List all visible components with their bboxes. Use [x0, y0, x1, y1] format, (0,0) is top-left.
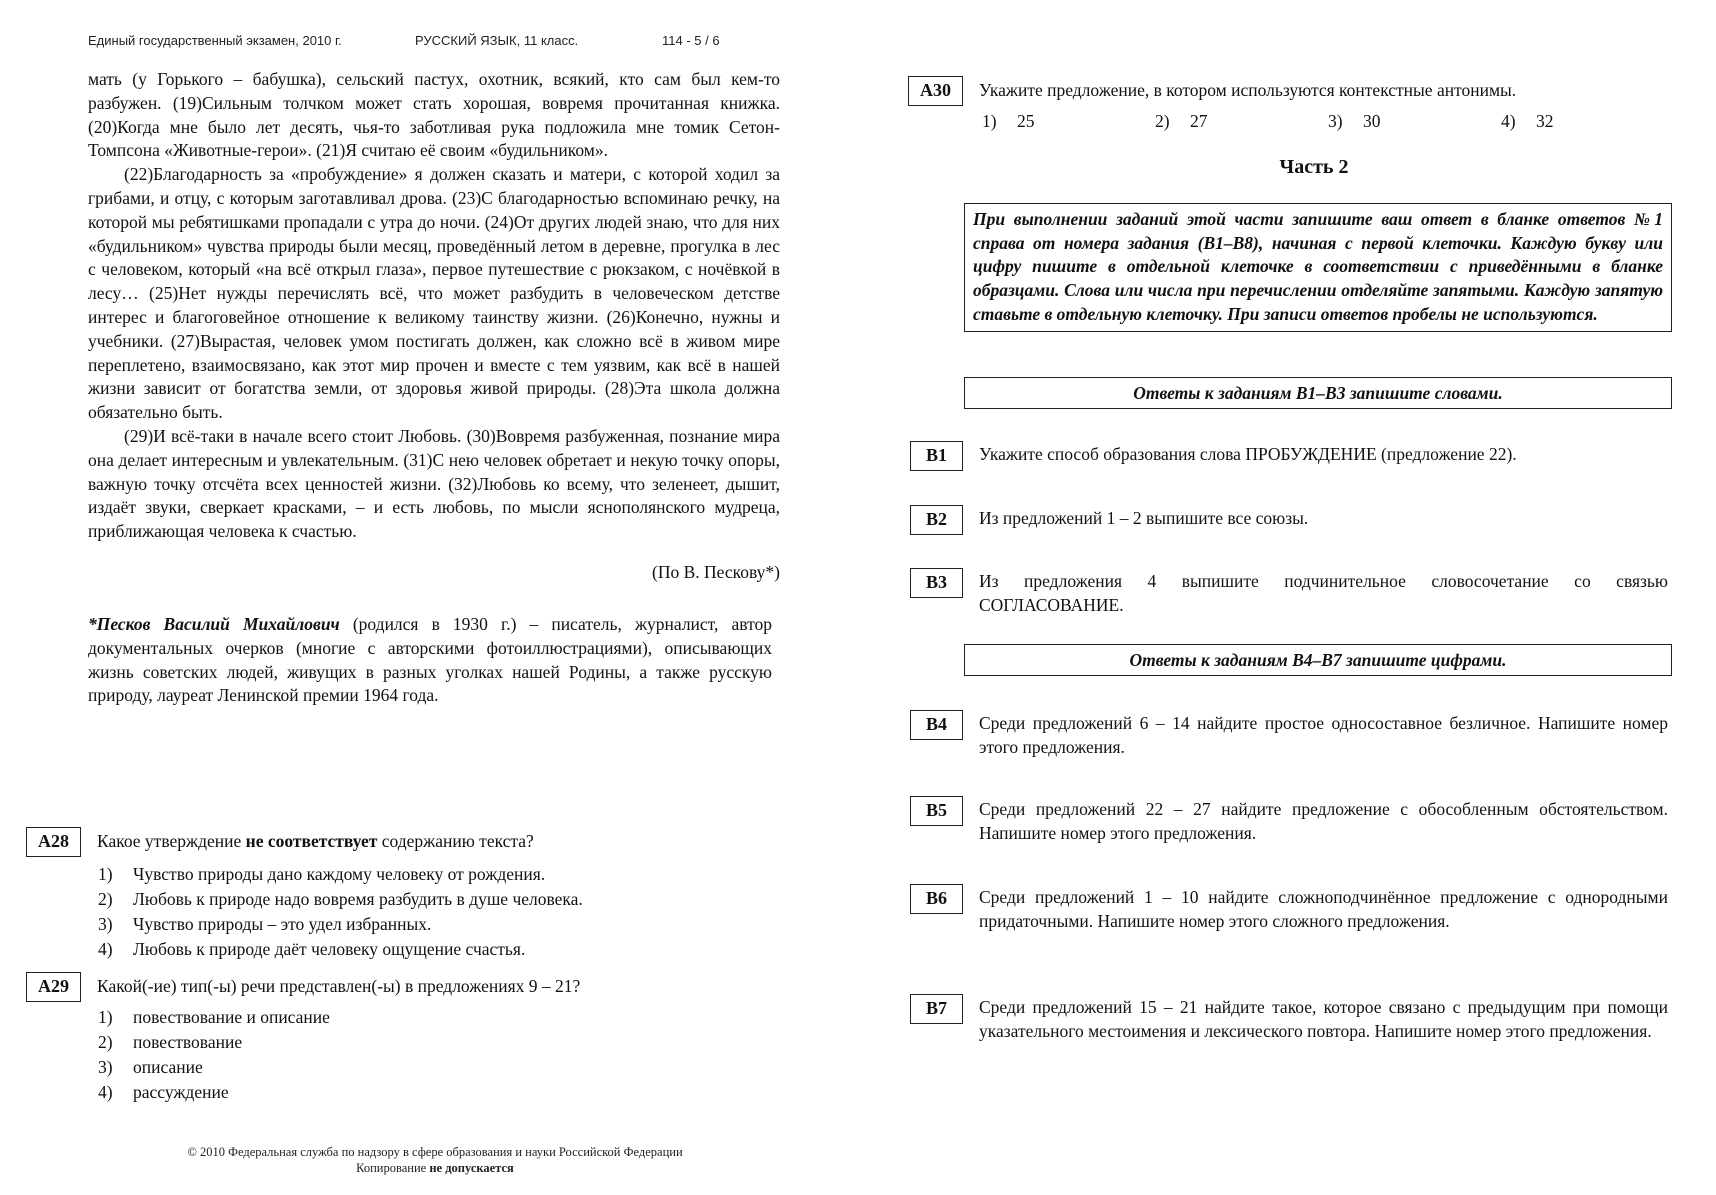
page-header	[88, 33, 720, 48]
author-footnote	[88, 613, 772, 708]
a29-option-1[interactable]: 1) повествование и описание	[98, 1007, 330, 1027]
b3-text: Из предложения 4 выпишите подчинительное словосочетание со связью СОГЛАСОВАНИЕ.	[979, 571, 1668, 615]
a28-option-4[interactable]: 4) Любовь к природе даёт человеку ощущение счастья.	[98, 939, 526, 959]
a28-option-1[interactable]: 1) Чувство природы дано каждому человеку от рождения.	[98, 864, 546, 884]
a28-option-3[interactable]: 3) Чувство природы – это удел избранных.	[98, 914, 432, 934]
a29-option-3[interactable]: 3) описание	[98, 1057, 203, 1077]
text-paragraph-3: (29)И всё-таки в начале всего стоит Любовь. (30)Вовремя разбуженная, познание мира она делает интересным и увлекательным. (31)С нею человек обретает и некую точку опоры, важную точку отсчёта всех ценностей жизни. (32)Любовь ко всему, что зеленеет, дышит, издаёт звуки, сверкает красками, – и есть любовь, по мысли яснополянского мудреца, приближающая человека к счастью.	[88, 425, 780, 542]
task-label-a28: A28	[26, 827, 81, 857]
a30-option-1[interactable]: 1) 25	[982, 111, 1035, 131]
a29-option-4[interactable]: 4) рассуждение	[98, 1082, 229, 1102]
author-attribution: (По В. Пескову*)	[652, 561, 780, 582]
task-label-b1: B1	[910, 441, 963, 471]
b1-b3-instruction: Ответы к заданиям В1–В3 запишите словами.	[964, 377, 1672, 409]
footnote-text: (родился в 1930 г.) – писатель, журналист, автор документальных очерков (многие с авторскими фотоиллюстрациями), описывающих жизнь советских людей, живущих в разных уголках нашей Родины, а также русскую природу, лауреат Ленинской премии 1964 года.	[88, 613, 772, 706]
page-footer	[120, 1144, 750, 1176]
task-label-b4: B4	[910, 710, 963, 740]
task-label-b7: B7	[910, 994, 963, 1024]
a28-option-2[interactable]: 2) Любовь к природе надо вовремя разбудить в душе человека.	[98, 889, 583, 909]
a28-question-emphasis: не соответствует	[245, 831, 378, 851]
a28-options	[98, 862, 738, 962]
task-label-b5: B5	[910, 796, 963, 826]
task-label-b3: B3	[910, 568, 963, 598]
copy-notice: Копирование не допускается	[356, 1161, 514, 1175]
a30-question: Укажите предложение, в котором используются контекстные антонимы.	[979, 80, 1517, 100]
page-number: 114 - 5 / 6	[662, 33, 720, 48]
text-paragraph-1: мать (у Горького – бабушка), сельский пастух, охотник, всякий, кто сам был кем-то разбужен. (19)Сильным толчком может стать хорошая, вовремя прочитанная книжка. (20)Когда мне было лет десять, чья-то заботливая рука подложила мне томик Сетон-Томпсона «Животные-герои». (21)Я считаю её своим «будильником».	[88, 69, 780, 161]
b5-text: Среди предложений 22 – 27 найдите предложение с обособленным обстоятельством. Напишите номер этого предложения.	[979, 799, 1668, 843]
a29-question: Какой(-ие) тип(-ы) речи представлен(-ы) в предложениях 9 – 21?	[97, 976, 581, 996]
task-label-a29: A29	[26, 972, 81, 1002]
a29-options	[98, 1005, 738, 1105]
part-2-instructions: При выполнении заданий этой части запишите ваш ответ в бланке ответов №1 справа от номера задания (В1–В8), начиная с первой клеточки. Каждую букву или цифру пишите в отдельной клеточке в соответствии с приведёнными в бланке образцами. Слова или числа при перечислении отделяйте запятыми. Каждую запятую ставьте в отдельную клеточку. При записи ответов пробелы не используются.	[964, 203, 1672, 332]
footnote-author-name: *Песков Василий Михайлович	[88, 613, 340, 634]
left-column	[88, 68, 780, 708]
b2-text: Из предложений 1 – 2 выпишите все союзы.	[979, 508, 1309, 528]
copyright-line: © 2010 Федеральная служба по надзору в сфере образования и науки Российской Федерации	[187, 1145, 683, 1159]
a30-option-2[interactable]: 2) 27	[1155, 111, 1208, 131]
b6-text: Среди предложений 1 – 10 найдите сложноподчинённое предложение с однородными придаточными. Напишите номер этого сложного предложения.	[979, 887, 1668, 931]
a29-option-2[interactable]: 2) повествование	[98, 1032, 243, 1052]
task-label-b6: B6	[910, 884, 963, 914]
exam-title: Единый государственный экзамен, 2010 г.	[88, 33, 342, 48]
b7-text: Среди предложений 15 – 21 найдите такое, которое связано с предыдущим при помощи указательного местоимения и лексического повтора. Напишите номер этого предложения.	[979, 997, 1668, 1041]
task-label-b2: B2	[910, 505, 963, 535]
a30-option-4[interactable]: 4) 32	[1501, 111, 1554, 131]
task-label-a30: A30	[908, 76, 963, 106]
b4-text: Среди предложений 6 – 14 найдите простое односоставное безличное. Напишите номер этого предложения.	[979, 713, 1668, 757]
part-2-title: Часть 2	[1279, 156, 1349, 178]
a30-option-3[interactable]: 3) 30	[1328, 111, 1381, 131]
a28-question: Какое утверждение не соответствует содержанию текста?	[97, 831, 534, 851]
text-paragraph-2: (22)Благодарность за «пробуждение» я должен сказать и матери, с которой ходил за грибами, и отцу, с которым заготавливал дрова. (23)С благодарностью вспоминаю речку, на которой мы ребятишками пропадали с утра до ночи. (24)От других людей знаю, что для них «будильником» чувства природы были месяц, проведённый летом в деревне, прогулка в лес с человеком, который «на всё открыл глаза», первое путешествие с рюкзаком, с ночёвкой в лесу… (25)Нет нужды перечислять всё, что может разбудить в человеческом детстве интерес и благоговейное отношение к великому таинству жизни. (26)Конечно, нужны и учебники. (27)Вырастая, человек умом постигать должен, как сложно всё в живом мире переплетено, взаимосвязано, как этот мир прочен и вместе с тем уязвим, как всё в нашей жизни зависит от богатства земли, от здоровья живой природы. (28)Эта школа должна обязательно быть.	[88, 164, 780, 423]
b1-text: Укажите способ образования слова ПРОБУЖДЕНИЕ (предложение 22).	[979, 444, 1517, 464]
b4-b7-instruction: Ответы к заданиям В4–В7 запишите цифрами.	[964, 644, 1672, 676]
subject-title: РУССКИЙ ЯЗЫК, 11 класс.	[415, 33, 579, 48]
